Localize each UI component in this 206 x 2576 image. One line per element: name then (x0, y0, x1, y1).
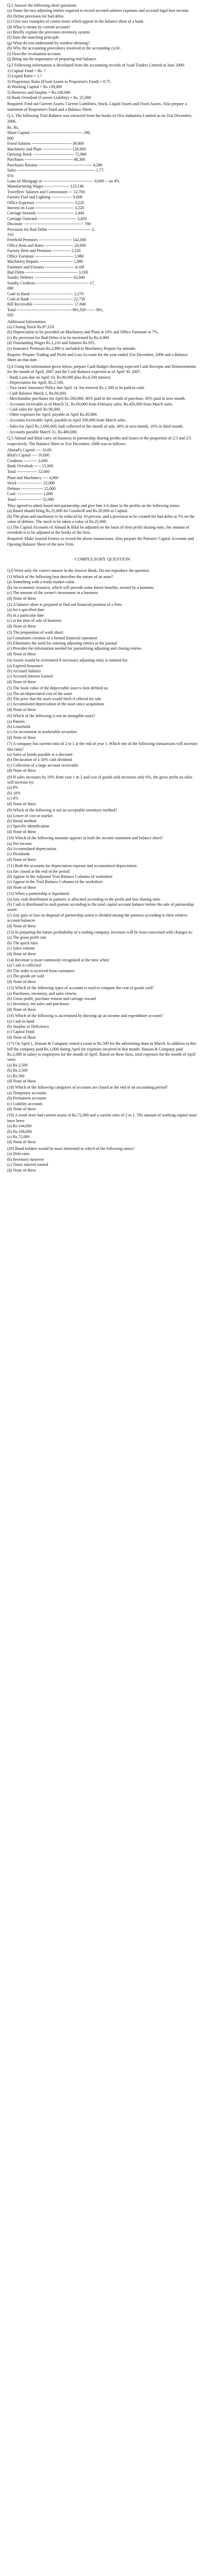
mcq-item-21: (20) Bond holders would be most interested in which of the following ratios? (a) Debt ratio (b) Inventory turnover (c) Times interest earned (d) None of these (7, 1146, 135, 1173)
mcq-item-6: (5) The book value of the depreciable asset is best defined as: (a) The un-depreciated cost of the asset (b) The price that the asset would fetch if offered for sale (c) Accumulated depreciation of the asset since acquisition (d) None of these (7, 686, 109, 712)
mcq-item-14: (13) In preparing the future profitability of a trading company, investors will be least concerned with changes in: (a) The gross profit rate (b) The quick ratio (c) Sales volume (d) None of these (7, 930, 193, 956)
mcq-item-8: (7) A company has current ratio of 2 to 1 at the end of year 1. Which one of the following transactions will increase this ratio? (a) Sales of bonds payable at a discount (b) Declaration of a 10% cash dividend (c) Collection of a large account receivable (d) None of these (7, 741, 198, 773)
mcq-item-16: (15) Which of the following types of accounts is used to compute the cost of goods sold? (a) Purchases, inventory, and sales returns (b) Gross profit, purchase returns and carriage inward (c) Inventory, net sales and purchases (d) None of these (7, 986, 154, 1012)
question-paragraph-7: Require: Prepare Trading and Profit and Loss Account for the year ended 31st December, 2006 and a Balance Sheet on that date. (7, 352, 188, 363)
mcq-item-20: (19) A retail store had current assets of Rs.72,000 and a current ratio of 2 to 1. The amount of working capital must have been: (a) Rs.144,000 (b) Rs.108,000 (c) Rs.72,000 (d) None of these (7, 1113, 197, 1145)
mcq-item-19: (18) Which of the following categories of accounts are closed at the end of an accounting period? (a) Temporary accounts (b) Permanent accounts (c) Liability accounts (d) None of these (7, 1085, 168, 1112)
mcq-item-13: (12) When a partnership is liquidated: (a) Any cash distribution to partners is allocated according to the profit and loss sharing ratio (b) Cash is distributed to each partner according to the total capital account balance before the sale of partnership assets (c) Any gain or loss on disposal of partnership assets is divided among the partners according to their relative account balances (d) None of these (7, 891, 194, 928)
mcq-item-5: (4) Assets would be overstated if necessary adjusting entry is omitted for: (a) Expired Insurance (b) Accrued Salaries (c) Accrued Interest Earned (d) None of these (7, 658, 129, 684)
mcq-item-17: (16) Which of the following is ascertained by drawing up an income and expenditure account? (a) Cash in hand (b) Surplus or Deficiency (c) Capital Fund (d) None of these (7, 1013, 163, 1040)
mcq-item-18: (17) On April 1, Hassan & Company rented a room to Rs.500 for the advertising done in March. In addition to this bill the company paid Rs.1,000 during April for expenses incurred in that month. Hassan & Company paid Rs.2,000 in salary to employees for the month of April. Based on these facts, total expenses for the month of April were: (a) Rs.2,500 (b) Rs.3,500 (c) Rs.500 (d) None of these (7, 1041, 197, 1083)
mcq-item-2: (1) Which of the following best describes the nature of an asset? (a) Something with a ready market value (b) An economic resource, which will provide some future benefits, owned by a business (c) The amount of the owner's investment in a business (d) None of these (7, 574, 154, 601)
question-paragraph-2: Q.2 Following information is developed from the accounting records of Asad Traders Limited at June 2006: 1) Capital Fund = Rs. ? 2) Liquid Ratio = 1.? 3) Proprietary Ratio (Fixed Assets to Proprietor's Fund) = 0.75 4) Working Capital = Rs.130,000 5) Reserves and Surplus = Rs.100,000 6) Bank Overdraft (Current Liability) = Rs. 25,000 (7, 63, 185, 100)
long-questions-section (7, 3, 198, 547)
mcq-item-1: Q.6 Write only the correct answer in the Answer Book. Do not reproduce the question. (7, 568, 150, 573)
mcq-item-15: (14) Revenue is most commonly recognized at the time when: (a) Cash is collected (b) The order is received from customers (c) The goods are sold (d) None of these (7, 958, 110, 984)
question-paragraph-5: Rs. Rs. Share Capital -------------------------------------- 280, 000 Fixed Salaries ----------------------------- 39,800 Machinery and Plant --------------------- 128,000 Opening Stock ------------------------------ 72,900 Purchases ----------------------------------- 48,300 Purchases Returns --------------------------------------- 4,290 Sales --------------------------------------------------------- 1,77, 970 Loan on Mortgage at ------------------------------------- 8,000 -- on 4% Manufacturing Wages ------------------ 123,140 Travellers' Salaries and Commission --- 12,700 Factory Fuel and Lighting --------------- 9,008 Office Expenses ---------------------------- 3,220 Interest on Loan ---------------------------- 3,220 Carriage Inwards --------------------------- 2,440 Carriage Outward ---------------------------- 3,420 Discount -------------------------------------------- 780 Provision for Bad Debts ------------------------------- 2, 310 Freehold Premises ------------------------ 142,000 Office Rent and Rates --------------------- 20,000 Factory Rent and Premises ------------- 2,220 Office Furniture ---------------------------- 5,980 Machinery Repairs ------------------------ 1,980 Furniture and Fixtures --------------------- 4,100 Bad Debts -------------------------------------- 3,100 Sundry Debtors ---------------------------- 62,840 Sundry Creditors -------------------------------------- 17, 080 Cash in Hand ------------------------------- 2,270 Cash at Bank ------------------------------- 22,730 Bill Receivable ----------------------------- 17,840 Total ---------------------------------------- 961,920 ------ 961, 920 (7, 125, 119, 318)
question-paragraph-12: Plant and Machinery ---- 4,000 Stock ------------------ 22,000 Debtors ---------------- 25,000 Cash ------------------- 1,000 Total ------------------ 52,000 (7, 475, 59, 502)
question-paragraph-8: Q.4 Using the information given below, prepare Cash Budget showing expected Cash Receipts and Disbursements for the month of April, 2007 and the Cash Balance expected as of April 30, 2007. - Bank Loan due on April 10, Rs.90,000 plus Rs.4,500 interest. - Depreciation for April, Rs.2,100. - Two years' insurance Policy due April 14, for renewal Rs.1,500 to be paid in cash. - Cash Balance March 1, Rs.60,000. - Merchandise purchases for April Rs.500,000, 40% paid in the month of purchase, 60% paid in next month. - Accounts receivable as of March 31, Rs.60,000 from February sales, Rs.450,000 from March sales. - Cash sales for April Rs.90,000 - Other expenses for April, payable in April Rs.45,000. - Accounts receivable April, payable in April 200,000 from March sales. (7, 364, 196, 422)
compulsory-question-heading: COMPULSORY QUESTION (75, 556, 130, 562)
mcq-item-9: (8) If sales increases by 10% from year 1 to 2 and cost of goods sold increases only 6%, the gross profit on sales will increase by: (a) 8% (b) 10% (c) 4% (d) None of these (7, 774, 193, 806)
multiple-choice-section (7, 568, 198, 1173)
mcq-item-11: (10) Which of the following amounts appears in both the income statement and balance sheet? (a) Net income (b) Accumulated depreciation (c) Dividends (d) None of these (7, 836, 163, 862)
question-paragraph-4: Q.3. The following Trial Balance was extracted from the books of Orix Industries Limited as on 31st December, 2006. (7, 113, 193, 124)
mcq-item-4: (3) The preparation of work sheet: (a) Constitutes creation of a formal financial statement (b) Eliminates the need for entering adjusting entries in the journal (c) Provides the information needed for journalizing adjusting and closing entries (d) None of these (7, 630, 142, 656)
question-paragraph-1: Q.2 Answer the following short questions: (a) Name the two adjusting entries required to record accrued salaries expenses and accrued legal fees income. (b) Define provision for bad debts. (c) Give two examples of contra items which appear in the balance sheet of a bank. (d) What is meant by current account? (e) Briefly explain the provision inventory system. (f) State the matching principle. (g) What do you understand by window-dressing? (h) Why the accounting procedures involved in the accounting cycle. (i) Describe revaluation account. (j) Bring out the importance of preparing trial balance. (7, 3, 190, 62)
mcq-item-3: (2) A balance sheet is prepared to find out financial position of a firm: (a) for a specified date (b) in a particular date (c) at the time of sale of business (d) None of these (7, 602, 123, 629)
exam-document (0, 0, 206, 1179)
question-paragraph-13: They agreed to admit based into partnership and give him 1/4 share in the profits on the following terms: (a) Based should bring Rs.25,000 for Goodwill and Rs.20,000 as Capital. (b) The plant and machinery to be reduced by 10 percent, and a provision to be created for bad debts at 5% on the value of debtors. The stock to be taken a value of Rs.25,000. (c) The Capital Accounts of Ahmad & Bilal be adjusted on the basis of their profit sharing ratio, the amount of overdraft is to be adjusted in the books of the firm. (7, 503, 195, 535)
question-paragraph-14: Required: Make Journal Entries to record the above transactions. Also prepare the Partners' Capital Accounts and Opening Balance Sheet of the new Firm. (7, 536, 194, 547)
question-paragraph-3: Required: Find out Current Assets, Current Liabilities, Stock, Liquid Assets and Fixed Assets. Also prepare a statement of Proprietor's Fund and a Balance Sheet. (7, 101, 187, 112)
question-paragraph-6: Additional Information (a) Closing Stock Rs.87,210. (b) Depreciation to be provided on Machinery and Plant at 10% and Office Furniture at 7%. (c) By provision for Bad Debts is to be increased by Rs.4,000. (d) Outstanding Wages Rs.1,210 and Salaries Rs.935. (e) Insurance Premium Rs.2,890 is included in Machinery Repairs by mistake. (7, 319, 159, 351)
mcq-item-7: (6) Which of the following is not an intangible asset? (a) Patents (b) Leasehold (c) An investment in marketable securities (d) None of these (7, 714, 95, 740)
question-paragraph-9: - Sales for April Rs.1,000,000, half collected in the month of sale, 40% in next month, 10% in third month. - Accounts payable March 31, Rs.460,000. (7, 424, 184, 434)
question-paragraph-10: Q.5 Ahmad and Bilal carry on business in partnership sharing profits and losses in the proportion of 2:3 and 2/5 respectively. The Balance Sheet at 31st December, 2006 was as follows: (7, 436, 192, 446)
mcq-item-10: (9) Which of the following is not an acceptable inventory method? (a) Lower of cost or market (b) Retail method (c) Specific identification (d) None of these (7, 808, 117, 834)
question-paragraph-11: Ahmad's Capital ---- 10,00 Bilal's Capital ---- 10,000 Creditors ---------- 2,000 Bank Overdraft ----- 15,000 Total --------------- 52,000 (7, 447, 54, 474)
mcq-item-12: (11) Both the accounts for depreciation expense and accumulated depreciation: (a) Are closed at the end of the period (b) Appear in the Adjusted Trial Balance Columns of worksheet (c) Appear in the Trial Balance Columns of the worksheet (d) None of these (7, 863, 138, 890)
